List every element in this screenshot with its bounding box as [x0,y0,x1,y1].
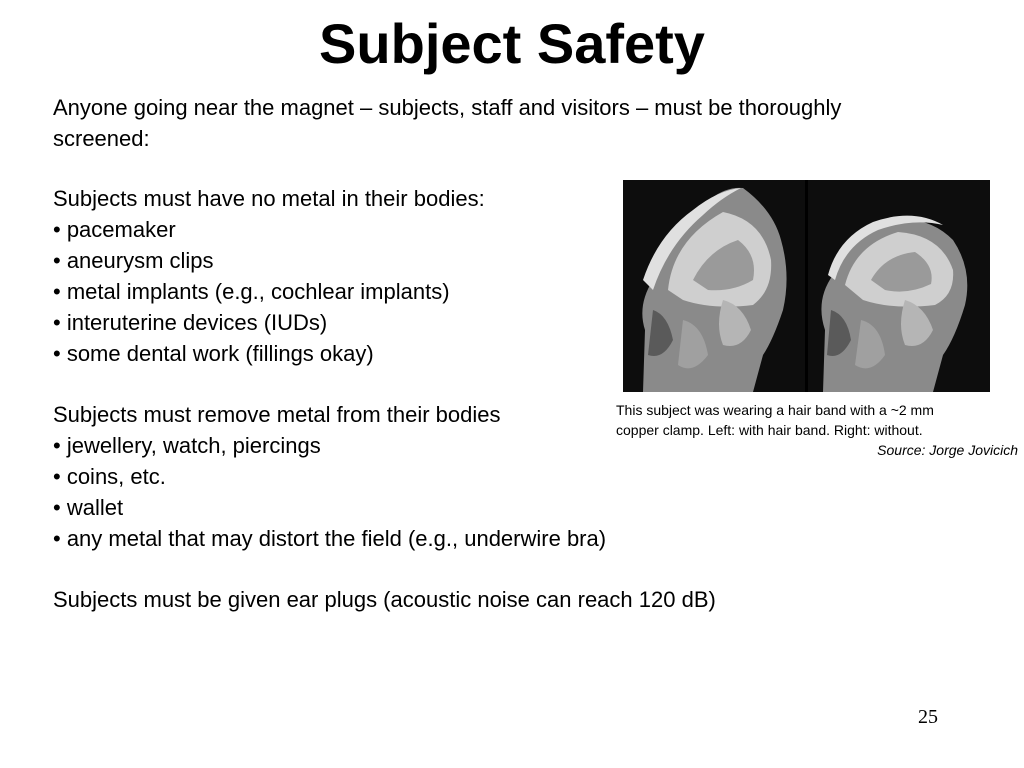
bullet-item: • metal implants (e.g., cochlear implants) [53,279,450,304]
bullet-item: • interuterine devices (IUDs) [53,310,328,335]
bullet-item: • coins, etc. [53,464,166,489]
bullet-item: • wallet [53,495,124,520]
mri-comparison-image [623,180,990,392]
slide-title: Subject Safety [319,12,705,75]
image-caption [616,400,1020,460]
bullet-item: • some dental work (fillings okay) [53,341,374,366]
ear-plugs-text: Subjects must be given ear plugs (acoustic noise can reach 120 dB) [53,587,716,612]
bullet-item: • pacemaker [53,217,176,242]
intro-text: Anyone going near the magnet – subjects, staff and visitors – must be thoroughly screened: [53,95,842,151]
metal-in-body-heading: Subjects must have no metal in their bodies: [53,186,485,211]
remove-metal-heading: Subjects must remove metal from their bodies [53,402,501,427]
bullet-item: • jewellery, watch, piercings [53,433,321,458]
caption-line: This subject was wearing a hair band with a ~2 mm [616,402,934,418]
caption-source: Source: Jorge Jovicich [877,442,1018,458]
bullet-item: • aneurysm clips [53,248,214,273]
caption-line: copper clamp. Left: with hair band. Right: without. [616,422,923,438]
page-number: 25 [918,706,938,728]
bullet-item: • any metal that may distort the field (e.g., underwire bra) [53,526,607,551]
mri-scan-graphic [623,180,990,392]
